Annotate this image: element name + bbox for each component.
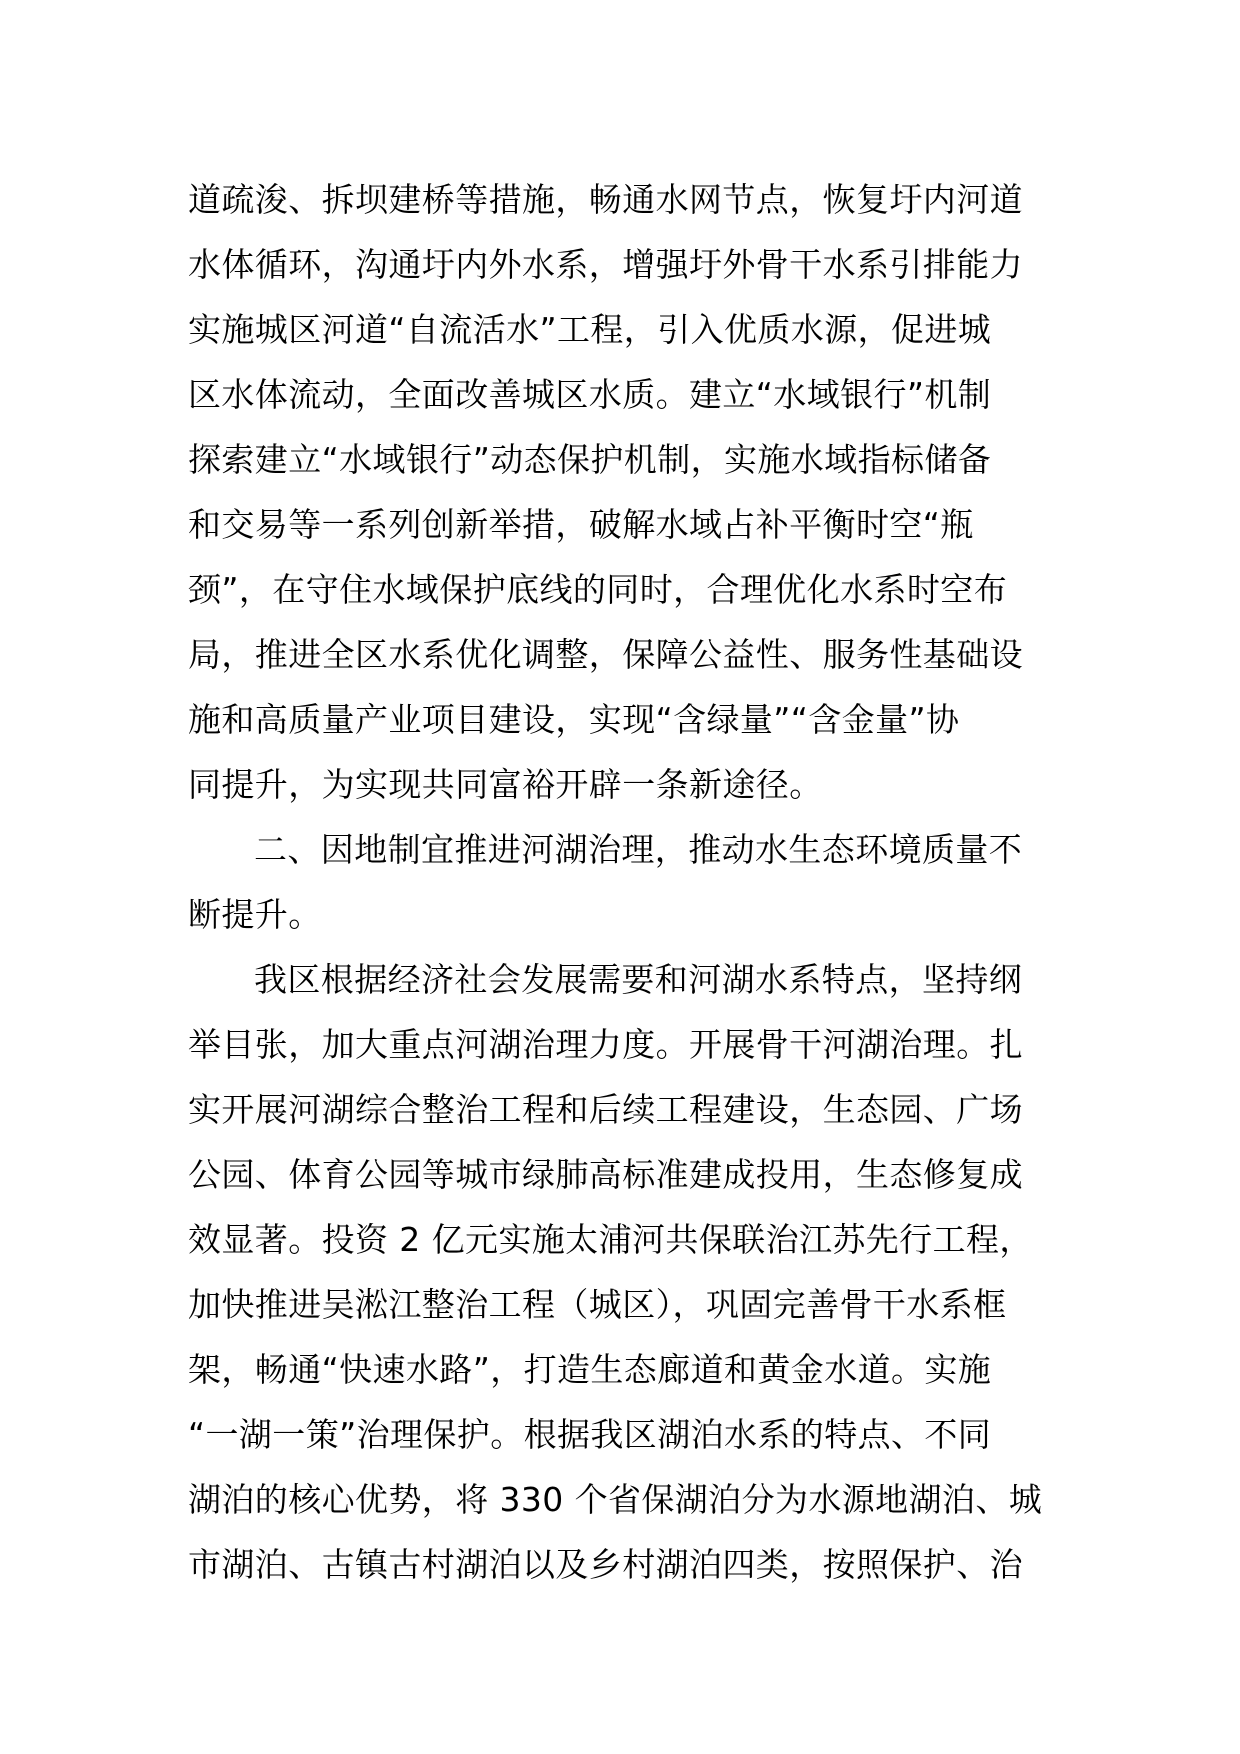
text-line: 道疏浚、拆坝建桥等措施，畅通水网节点，恢复圩内河道	[188, 180, 1023, 219]
text-line: 湖泊的核心优势，将 330 个省保湖泊分为水源地湖泊、城	[188, 1480, 1043, 1519]
text-line: 和交易等一系列创新举措，破解水域占补平衡时空“瓶	[188, 505, 974, 544]
section-heading-line: 断提升。	[188, 895, 322, 934]
text-line: 局，推进全区水系优化调整，保障公益性、服务性基础设	[188, 635, 1023, 674]
text-line: 举目张，加大重点河湖治理力度。开展骨干河湖治理。扎	[188, 1025, 1023, 1064]
section-heading-line: 二、因地制宜推进河湖治理，推动水生态环境质量不	[254, 830, 1023, 869]
text-line: 实施城区河道“自流活水”工程，引入优质水源，促进城	[188, 310, 992, 349]
text-line: 实开展河湖综合整治工程和后续工程建设，生态园、广场	[188, 1090, 1023, 1129]
text-line: 水体循环，沟通圩内外水系，增强圩外骨干水系引排能力	[188, 245, 1023, 284]
text-line: 探索建立“水域银行”动态保护机制，实施水域指标储备	[188, 440, 992, 479]
text-line: 区水体流动，全面改善城区水质。建立“水域银行”机制	[188, 375, 992, 414]
text-line: 加快推进吴淞江整治工程（城区），巩固完善骨干水系框	[188, 1285, 1007, 1324]
text-line: “一湖一策”治理保护。根据我区湖泊水系的特点、不同	[188, 1415, 992, 1454]
text-line: 颈”，在守住水域保护底线的同时，合理优化水系时空布	[188, 570, 1008, 609]
text-line: 市湖泊、古镇古村湖泊以及乡村湖泊四类，按照保护、治	[188, 1545, 1023, 1584]
text-line: 施和高质量产业项目建设，实现“含绿量”“含金量”协	[188, 700, 960, 739]
body-text	[188, 167, 1064, 1597]
text-line: 效显著。投资 2 亿元实施太浦河共保联治江苏先行工程，	[188, 1220, 1033, 1259]
text-line: 公园、体育公园等城市绿肺高标准建成投用，生态修复成	[188, 1155, 1023, 1194]
text-line: 同提升，为实现共同富裕开辟一条新途径。	[188, 765, 823, 804]
text-line: 架，畅通“快速水路”，打造生态廊道和黄金水道。实施	[188, 1350, 992, 1389]
paragraph-start-line: 我区根据经济社会发展需要和河湖水系特点，坚持纲	[254, 960, 1023, 999]
